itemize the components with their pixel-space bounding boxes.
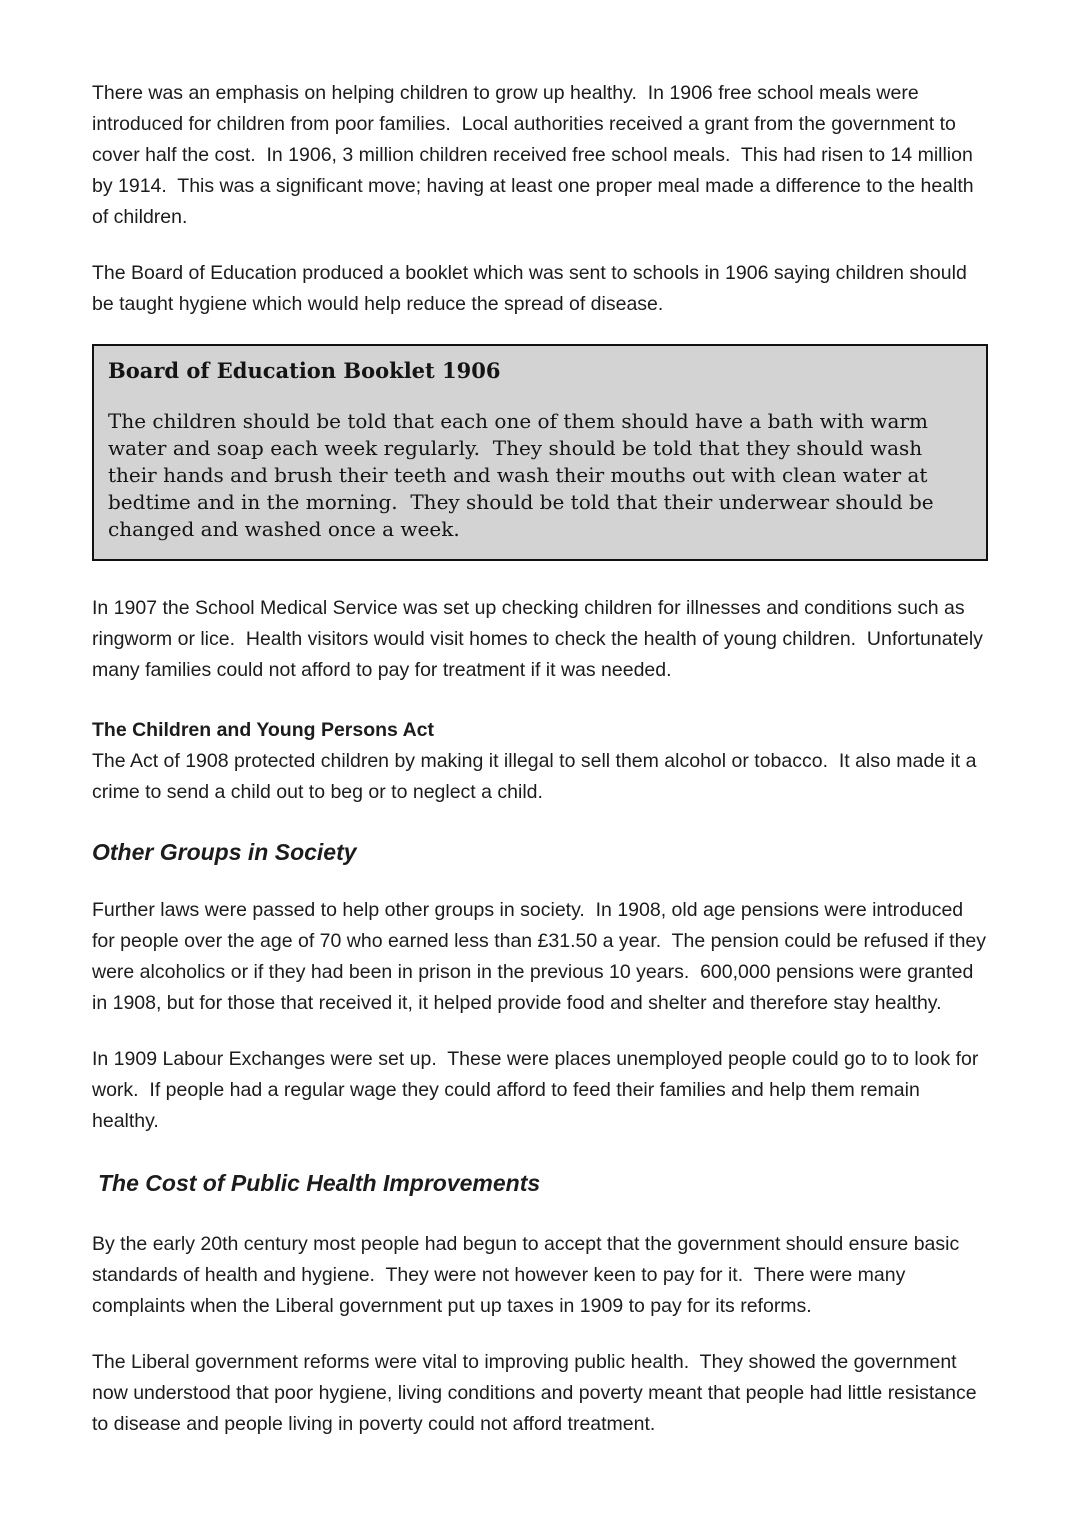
paragraph-free-school-meals: There was an emphasis on helping children to grow up healthy. In 1906 free school meals were introduced for children from poor families. Local authorities received a grant from the government to cover half the cost. In 1906, 3 million children received free school meals. This had risen to 14 million by 1914. This was a significant move; having at least one proper meal made a difference to the health of children. — [92, 82, 980, 228]
paragraph-labour-exchanges: In 1909 Labour Exchanges were set up. These were places unemployed people could go to to look for work. If people had a regular wage they could afford to feed their families and help them remain healthy. — [92, 1048, 984, 1132]
paragraph-liberal-reforms-vital: The Liberal government reforms were vital to improving public health. They showed the government now understood that poor hygiene, living conditions and poverty meant that people had little resistance to disease and people living in poverty could not afford treatment. — [92, 1351, 982, 1435]
paragraph-children-act-1908: The Act of 1908 protected children by making it illegal to sell them alcohol or tobacco. It also made it a crime to send a child out to beg or to neglect a child. — [92, 750, 982, 803]
section-heading-cost-of-improvements: The Cost of Public Health Improvements — [98, 1170, 541, 1196]
subheading-children-young-persons-act: The Children and Young Persons Act — [92, 719, 435, 741]
booklet-box-title: Board of Education Booklet 1906 — [108, 358, 501, 383]
paragraph-taxes-complaints: By the early 20th century most people had begun to accept that the government should ensure basic standards of health and hygiene. They were not however keen to pay for it. There were many complaints when the Liberal government put up taxes in 1909 to pay for its reforms. — [92, 1233, 965, 1317]
paragraph-board-of-education-booklet: The Board of Education produced a booklet which was sent to schools in 1906 saying children should be taught hygiene which would help reduce the spread of disease. — [92, 262, 973, 315]
document-content — [92, 0, 992, 1465]
paragraph-old-age-pensions: Further laws were passed to help other groups in society. In 1908, old age pensions were introduced for people over the age of 70 who earned less than £31.50 a year. The pension could be refused if they were alcoholics or if they had been in prison in the previous 10 years. 600,000 pensions were granted in 1908, but for those that received it, it helped provide food and shelter and therefore stay healthy. — [92, 899, 992, 1014]
booklet-box-body: The children should be told that each one of them should have a bath with warm water and soap each week regularly. They should be told that they should wash their hands and brush their teeth and wash their mouths out with clean water at bedtime and in the morning. They should be told that their underwear should be changed and washed once a week. — [108, 409, 940, 541]
paragraph-school-medical-service: In 1907 the School Medical Service was set up checking children for illnesses and conditions such as ringworm or lice. Health visitors would visit homes to check the health of young children. Unfortunately many families could not afford to pay for treatment if it was needed. — [92, 597, 989, 681]
booklet-quote-box — [92, 344, 988, 561]
section-heading-other-groups: Other Groups in Society — [92, 839, 357, 865]
